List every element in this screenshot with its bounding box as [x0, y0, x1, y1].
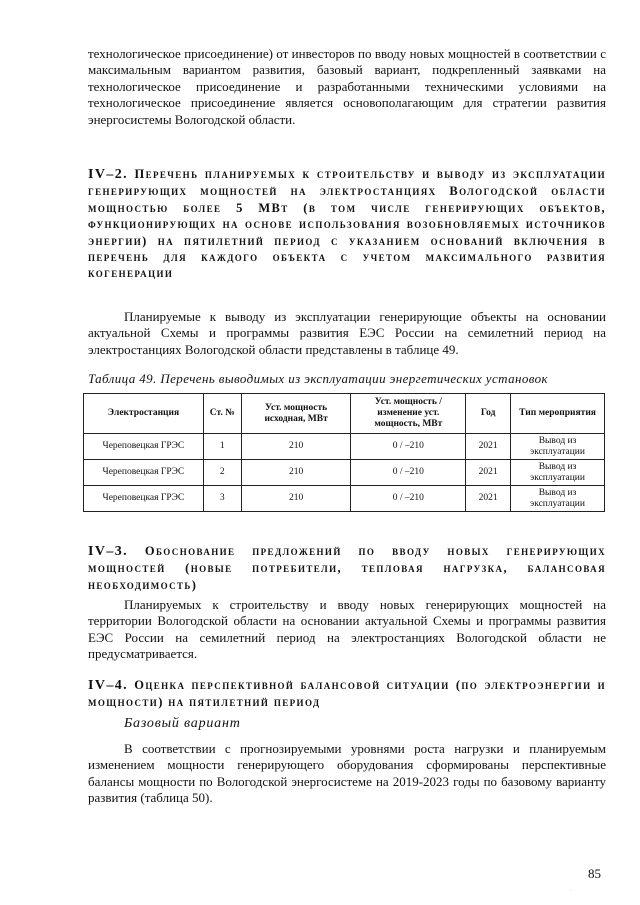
- header-capacity-change: Уст. мощность / изменение уст. мощность, МВт: [351, 394, 466, 434]
- page-number: 85: [588, 866, 601, 881]
- intro-paragraph: технологическое присоединение) от инвесторов по вводу новых мощностей в соответствии с максимальным вариантом развития, базовый вариант, подкрепленный заявками на технологическое присоединение и разработанными техническими условиями на технологическое присоединение является основополагающим для стратегии развития энергосистемы Вологодской области.: [88, 46, 606, 127]
- cell-unit-no: 2: [203, 460, 241, 486]
- section-iv3-title: Обоснование предложений по вводу новых генерирующих мощностей (новые потребители, тепловая нагрузка, балансовая необходимость): [88, 544, 606, 592]
- section-iv4-heading: [88, 677, 606, 711]
- cell-station: Череповецкая ГРЭС: [84, 434, 204, 460]
- cell-measure-type: Вывод из эксплуатации: [511, 434, 605, 460]
- header-station: Электростанция: [84, 394, 204, 434]
- cell-year: 2021: [466, 434, 511, 460]
- section-iv2-title: Перечень планируемых к строительству и выводу из эксплуатации генерирующих мощностей на электростанциях Вологодской области мощностью более 5 МВт (в том числе генерирующих объектов, функционирующих на основе использования возобновляемых источников энергии) на пятилетний период с указанием оснований включения в перечень для каждого объекта с учетом максимального развития когенерации: [88, 167, 606, 281]
- cell-year: 2021: [466, 486, 511, 512]
- section-iv4-title: Оценка перспективной балансовой ситуации (по электроэнергии и мощности) на пятилетний период: [88, 678, 607, 710]
- cell-unit-no: 1: [203, 434, 241, 460]
- cell-measure-type: Вывод из эксплуатации: [511, 460, 605, 486]
- cell-initial-capacity: 210: [241, 486, 351, 512]
- cell-capacity-change: 0 / –210: [351, 460, 466, 486]
- section-iv3-number: IV–3.: [88, 544, 129, 559]
- cell-measure-type: Вывод из эксплуатации: [511, 486, 605, 512]
- table-row: [84, 460, 605, 486]
- section-iv4-subtitle: Базовый вариант: [124, 716, 241, 731]
- header-measure-type: Тип мероприятия: [511, 394, 605, 434]
- section-iv2-heading: [88, 166, 606, 282]
- cell-station: Череповецкая ГРЭС: [84, 486, 204, 512]
- header-initial-capacity: Уст. мощность исходная, МВт: [241, 394, 351, 434]
- section-iv3-heading: [88, 543, 606, 593]
- section-iv3-paragraph: Планируемых к строительству и вводу новых генерирующих мощностей на территории Вологодской области на основании актуальной Схемы и программы развития ЕЭС России на семилетний период на электростанциях Вологодской области не предусматривается.: [88, 597, 606, 662]
- table-header-row: [84, 394, 605, 434]
- header-year: Год: [466, 394, 511, 434]
- cell-capacity-change: 0 / –210: [351, 434, 466, 460]
- cell-initial-capacity: 210: [241, 460, 351, 486]
- section-iv4-paragraph: В соответствии с прогнозируемыми уровнями роста нагрузки и планируемым изменением мощности генерирующего оборудования сформированы перспективные балансы мощности по Вологодской энергосистеме на 2019-2023 годы по базовому варианту развития (таблица 50).: [88, 741, 606, 806]
- cell-year: 2021: [466, 460, 511, 486]
- table49-caption: Таблица 49. Перечень выводимых из эксплуатации энергетических установок: [88, 371, 548, 386]
- cell-initial-capacity: 210: [241, 434, 351, 460]
- table-row: [84, 434, 605, 460]
- section-iv2-paragraph: Планируемые к выводу из эксплуатации генерирующие объекты на основании актуальной Схемы и программы развития ЕЭС России на семилетний период на электростанциях Вологодской области представлены в таблице 49.: [88, 309, 606, 357]
- scan-artifact-dot: ·: [570, 888, 572, 894]
- cell-station: Череповецкая ГРЭС: [84, 460, 204, 486]
- table49: [83, 393, 605, 512]
- header-unit-no: Ст. №: [203, 394, 241, 434]
- cell-unit-no: 3: [203, 486, 241, 512]
- section-iv2-number: IV–2.: [88, 167, 129, 182]
- section-iv4-number: IV–4.: [88, 678, 129, 693]
- cell-capacity-change: 0 / –210: [351, 486, 466, 512]
- table-row: [84, 486, 605, 512]
